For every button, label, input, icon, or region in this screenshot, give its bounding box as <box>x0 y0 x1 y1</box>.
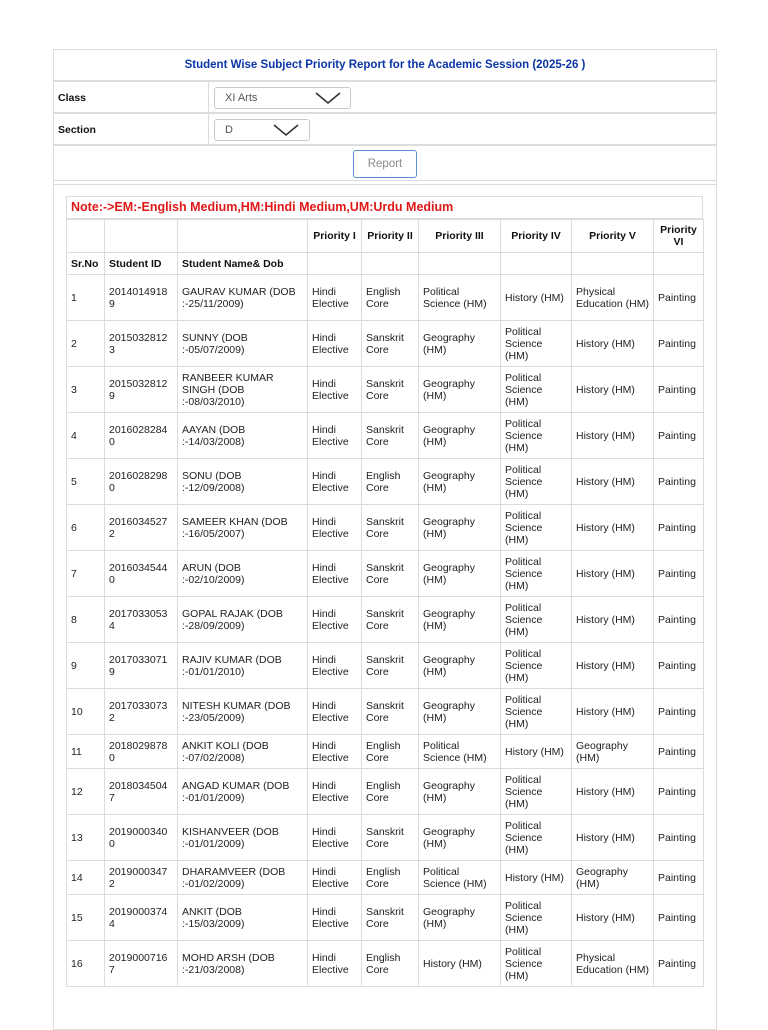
header-priority-6: Priority VI <box>654 220 704 253</box>
priority-2-cell: English Core <box>362 735 419 769</box>
priority-3-cell: Geography (HM) <box>419 895 501 941</box>
priority-4-cell: History (HM) <box>501 275 572 321</box>
sr-no-cell: 9 <box>67 643 105 689</box>
priority-6-cell: Painting <box>654 643 704 689</box>
priority-4-cell: Political Science (HM) <box>501 643 572 689</box>
priority-6-cell: Painting <box>654 861 704 895</box>
priority-1-cell: Hindi Elective <box>308 941 362 987</box>
priority-1-cell: Hindi Elective <box>308 769 362 815</box>
student-name-cell: RAJIV KUMAR (DOB :-01/01/2010) <box>178 643 308 689</box>
sr-no-cell: 14 <box>67 861 105 895</box>
table-row <box>67 459 704 505</box>
priority-4-cell: Political Science (HM) <box>501 413 572 459</box>
priority-3-cell: Geography (HM) <box>419 551 501 597</box>
table-row <box>67 815 704 861</box>
header-priority-2: Priority II <box>362 220 419 253</box>
header-sr-no: Sr.No <box>67 253 105 275</box>
priority-2-cell: English Core <box>362 861 419 895</box>
priority-2-cell: Sanskrit Core <box>362 895 419 941</box>
priority-6-cell: Painting <box>654 551 704 597</box>
table-row <box>67 689 704 735</box>
student-name-cell: SONU (DOB :-12/09/2008) <box>178 459 308 505</box>
student-id-cell: 20150328123 <box>105 321 178 367</box>
header-blank-cell <box>105 220 178 253</box>
student-id-cell: 20190003472 <box>105 861 178 895</box>
priority-5-cell: History (HM) <box>572 597 654 643</box>
student-name-cell: ARUN (DOB :-02/10/2009) <box>178 551 308 597</box>
note-text: Note:->EM:-English Medium,HM:Hindi Medium,UM:Urdu Medium <box>71 200 454 214</box>
priority-1-cell: Hindi Elective <box>308 597 362 643</box>
priority-5-cell: Physical Education (HM) <box>572 275 654 321</box>
priority-4-cell: Political Science (HM) <box>501 367 572 413</box>
sr-no-cell: 8 <box>67 597 105 643</box>
table-row <box>67 505 704 551</box>
priority-2-cell: English Core <box>362 275 419 321</box>
priority-3-cell: Geography (HM) <box>419 367 501 413</box>
priority-5-cell: Geography (HM) <box>572 735 654 769</box>
class-row <box>53 81 717 113</box>
priority-5-cell: History (HM) <box>572 321 654 367</box>
chevron-down-icon <box>315 91 341 105</box>
priority-1-cell: Hindi Elective <box>308 735 362 769</box>
student-name-cell: AAYAN (DOB :-14/03/2008) <box>178 413 308 459</box>
page-title: Student Wise Subject Priority Report for the Academic Session (2025-26 ) <box>184 59 586 71</box>
class-label: Class <box>58 92 87 104</box>
priority-3-cell: Geography (HM) <box>419 413 501 459</box>
student-id-cell: 20140149189 <box>105 275 178 321</box>
header-priority-4: Priority IV <box>501 220 572 253</box>
priority-4-cell: Political Science (HM) <box>501 505 572 551</box>
priority-1-cell: Hindi Elective <box>308 895 362 941</box>
student-id-cell: 20160282840 <box>105 413 178 459</box>
student-name-cell: SUNNY (DOB :-05/07/2009) <box>178 321 308 367</box>
header-blank-cell <box>501 253 572 275</box>
priority-4-cell: History (HM) <box>501 735 572 769</box>
priority-3-cell: Political Science (HM) <box>419 735 501 769</box>
priority-3-cell: History (HM) <box>419 941 501 987</box>
sr-no-cell: 3 <box>67 367 105 413</box>
priority-6-cell: Painting <box>654 367 704 413</box>
priority-4-cell: Political Science (HM) <box>501 769 572 815</box>
table-row <box>67 861 704 895</box>
student-id-cell: 20180298780 <box>105 735 178 769</box>
priority-6-cell: Painting <box>654 505 704 551</box>
medium-note <box>66 196 703 219</box>
priority-5-cell: History (HM) <box>572 459 654 505</box>
student-name-cell: GOPAL RAJAK (DOB :-28/09/2009) <box>178 597 308 643</box>
header-blank-cell <box>362 253 419 275</box>
priority-1-cell: Hindi Elective <box>308 505 362 551</box>
priority-5-cell: History (HM) <box>572 689 654 735</box>
chevron-down-icon <box>273 123 299 137</box>
student-id-cell: 20160345440 <box>105 551 178 597</box>
priority-2-cell: Sanskrit Core <box>362 689 419 735</box>
student-name-cell: RANBEER KUMAR SINGH (DOB :-08/03/2010) <box>178 367 308 413</box>
table-row <box>67 275 704 321</box>
priority-2-cell: Sanskrit Core <box>362 815 419 861</box>
priority-2-cell: Sanskrit Core <box>362 643 419 689</box>
title-row <box>53 49 717 81</box>
priority-4-cell: Political Science (HM) <box>501 321 572 367</box>
sr-no-cell: 10 <box>67 689 105 735</box>
report-form <box>53 49 717 185</box>
table-row <box>67 597 704 643</box>
priority-4-cell: Political Science (HM) <box>501 941 572 987</box>
priority-3-cell: Political Science (HM) <box>419 275 501 321</box>
priority-6-cell: Painting <box>654 941 704 987</box>
priority-3-cell: Geography (HM) <box>419 321 501 367</box>
priority-4-cell: Political Science (HM) <box>501 895 572 941</box>
table-row <box>67 643 704 689</box>
student-id-cell: 20170330719 <box>105 643 178 689</box>
priority-6-cell: Painting <box>654 689 704 735</box>
priority-1-cell: Hindi Elective <box>308 815 362 861</box>
priority-6-cell: Painting <box>654 321 704 367</box>
priority-3-cell: Geography (HM) <box>419 769 501 815</box>
priority-4-cell: Political Science (HM) <box>501 459 572 505</box>
priority-5-cell: History (HM) <box>572 551 654 597</box>
priority-5-cell: History (HM) <box>572 643 654 689</box>
student-name-cell: ANGAD KUMAR (DOB :-01/01/2009) <box>178 769 308 815</box>
priority-6-cell: Painting <box>654 735 704 769</box>
header-blank-cell <box>572 253 654 275</box>
button-row <box>53 145 717 185</box>
table-row <box>67 895 704 941</box>
priority-2-cell: English Core <box>362 941 419 987</box>
priority-4-cell: History (HM) <box>501 861 572 895</box>
priority-3-cell: Geography (HM) <box>419 597 501 643</box>
student-name-cell: ANKIT (DOB :-15/03/2009) <box>178 895 308 941</box>
section-row <box>53 113 717 145</box>
section-label: Section <box>58 124 96 136</box>
sr-no-cell: 5 <box>67 459 105 505</box>
priority-1-cell: Hindi Elective <box>308 643 362 689</box>
priority-4-cell: Political Science (HM) <box>501 551 572 597</box>
priority-1-cell: Hindi Elective <box>308 689 362 735</box>
sr-no-cell: 2 <box>67 321 105 367</box>
priority-6-cell: Painting <box>654 413 704 459</box>
priority-2-cell: English Core <box>362 459 419 505</box>
priority-2-cell: English Core <box>362 769 419 815</box>
table-row <box>67 769 704 815</box>
report-button[interactable]: Report <box>353 150 417 178</box>
column-header-row <box>67 253 704 275</box>
priority-1-cell: Hindi Elective <box>308 459 362 505</box>
header-priority-1: Priority I <box>308 220 362 253</box>
priority-5-cell: History (HM) <box>572 413 654 459</box>
section-select[interactable] <box>214 119 310 141</box>
header-blank-cell <box>654 253 704 275</box>
student-id-cell: 20170330534 <box>105 597 178 643</box>
header-priority-3: Priority III <box>419 220 501 253</box>
header-blank-cell <box>308 253 362 275</box>
sr-no-cell: 13 <box>67 815 105 861</box>
priority-6-cell: Painting <box>654 815 704 861</box>
priority-2-cell: Sanskrit Core <box>362 413 419 459</box>
priority-3-cell: Geography (HM) <box>419 689 501 735</box>
sr-no-cell: 15 <box>67 895 105 941</box>
priority-3-cell: Geography (HM) <box>419 643 501 689</box>
sr-no-cell: 12 <box>67 769 105 815</box>
header-priority-5: Priority V <box>572 220 654 253</box>
priority-1-cell: Hindi Elective <box>308 413 362 459</box>
student-id-cell: 20190003744 <box>105 895 178 941</box>
student-name-cell: NITESH KUMAR (DOB :-23/05/2009) <box>178 689 308 735</box>
sr-no-cell: 16 <box>67 941 105 987</box>
priority-6-cell: Painting <box>654 895 704 941</box>
student-id-cell: 20160282980 <box>105 459 178 505</box>
priority-1-cell: Hindi Elective <box>308 321 362 367</box>
priority-table <box>66 219 704 987</box>
student-name-cell: MOHD ARSH (DOB :-21/03/2008) <box>178 941 308 987</box>
priority-1-cell: Hindi Elective <box>308 367 362 413</box>
priority-5-cell: History (HM) <box>572 367 654 413</box>
priority-6-cell: Painting <box>654 769 704 815</box>
priority-1-cell: Hindi Elective <box>308 861 362 895</box>
table-row <box>67 367 704 413</box>
priority-1-cell: Hindi Elective <box>308 275 362 321</box>
priority-4-cell: Political Science (HM) <box>501 815 572 861</box>
priority-3-cell: Political Science (HM) <box>419 861 501 895</box>
priority-6-cell: Painting <box>654 459 704 505</box>
header-student-name: Student Name& Dob <box>178 253 308 275</box>
sr-no-cell: 7 <box>67 551 105 597</box>
student-id-cell: 20190007167 <box>105 941 178 987</box>
priority-5-cell: History (HM) <box>572 815 654 861</box>
priority-5-cell: History (HM) <box>572 769 654 815</box>
priority-5-cell: History (HM) <box>572 895 654 941</box>
priority-2-cell: Sanskrit Core <box>362 367 419 413</box>
header-student-id: Student ID <box>105 253 178 275</box>
header-blank-cell <box>178 220 308 253</box>
priority-6-cell: Painting <box>654 275 704 321</box>
sr-no-cell: 1 <box>67 275 105 321</box>
priority-5-cell: Physical Education (HM) <box>572 941 654 987</box>
sr-no-cell: 11 <box>67 735 105 769</box>
divider <box>208 82 209 112</box>
table-row <box>67 413 704 459</box>
table-row <box>67 551 704 597</box>
priority-3-cell: Geography (HM) <box>419 815 501 861</box>
student-name-cell: GAURAV KUMAR (DOB :-25/11/2009) <box>178 275 308 321</box>
divider <box>208 114 209 144</box>
priority-2-cell: Sanskrit Core <box>362 597 419 643</box>
sr-no-cell: 4 <box>67 413 105 459</box>
priority-5-cell: Geography (HM) <box>572 861 654 895</box>
priority-3-cell: Geography (HM) <box>419 505 501 551</box>
priority-5-cell: History (HM) <box>572 505 654 551</box>
table-row <box>67 735 704 769</box>
priority-2-cell: Sanskrit Core <box>362 551 419 597</box>
student-name-cell: DHARAMVEER (DOB :-01/02/2009) <box>178 861 308 895</box>
student-id-cell: 20150328129 <box>105 367 178 413</box>
table-row <box>67 941 704 987</box>
priority-2-cell: Sanskrit Core <box>362 321 419 367</box>
priority-2-cell: Sanskrit Core <box>362 505 419 551</box>
student-name-cell: SAMEER KHAN (DOB :-16/05/2007) <box>178 505 308 551</box>
sr-no-cell: 6 <box>67 505 105 551</box>
student-id-cell: 20160345272 <box>105 505 178 551</box>
table-row <box>67 321 704 367</box>
student-id-cell: 20170330732 <box>105 689 178 735</box>
priority-header-row <box>67 220 704 253</box>
class-select-value: XI Arts <box>225 92 258 104</box>
priority-4-cell: Political Science (HM) <box>501 689 572 735</box>
student-id-cell: 20190003400 <box>105 815 178 861</box>
section-select-value: D <box>225 124 233 136</box>
header-blank-cell <box>419 253 501 275</box>
priority-4-cell: Political Science (HM) <box>501 597 572 643</box>
priority-1-cell: Hindi Elective <box>308 551 362 597</box>
class-select[interactable] <box>214 87 351 109</box>
student-name-cell: ANKIT KOLI (DOB :-07/02/2008) <box>178 735 308 769</box>
student-id-cell: 20180345047 <box>105 769 178 815</box>
priority-6-cell: Painting <box>654 597 704 643</box>
priority-3-cell: Geography (HM) <box>419 459 501 505</box>
student-name-cell: KISHANVEER (DOB :-01/01/2009) <box>178 815 308 861</box>
header-blank-cell <box>67 220 105 253</box>
